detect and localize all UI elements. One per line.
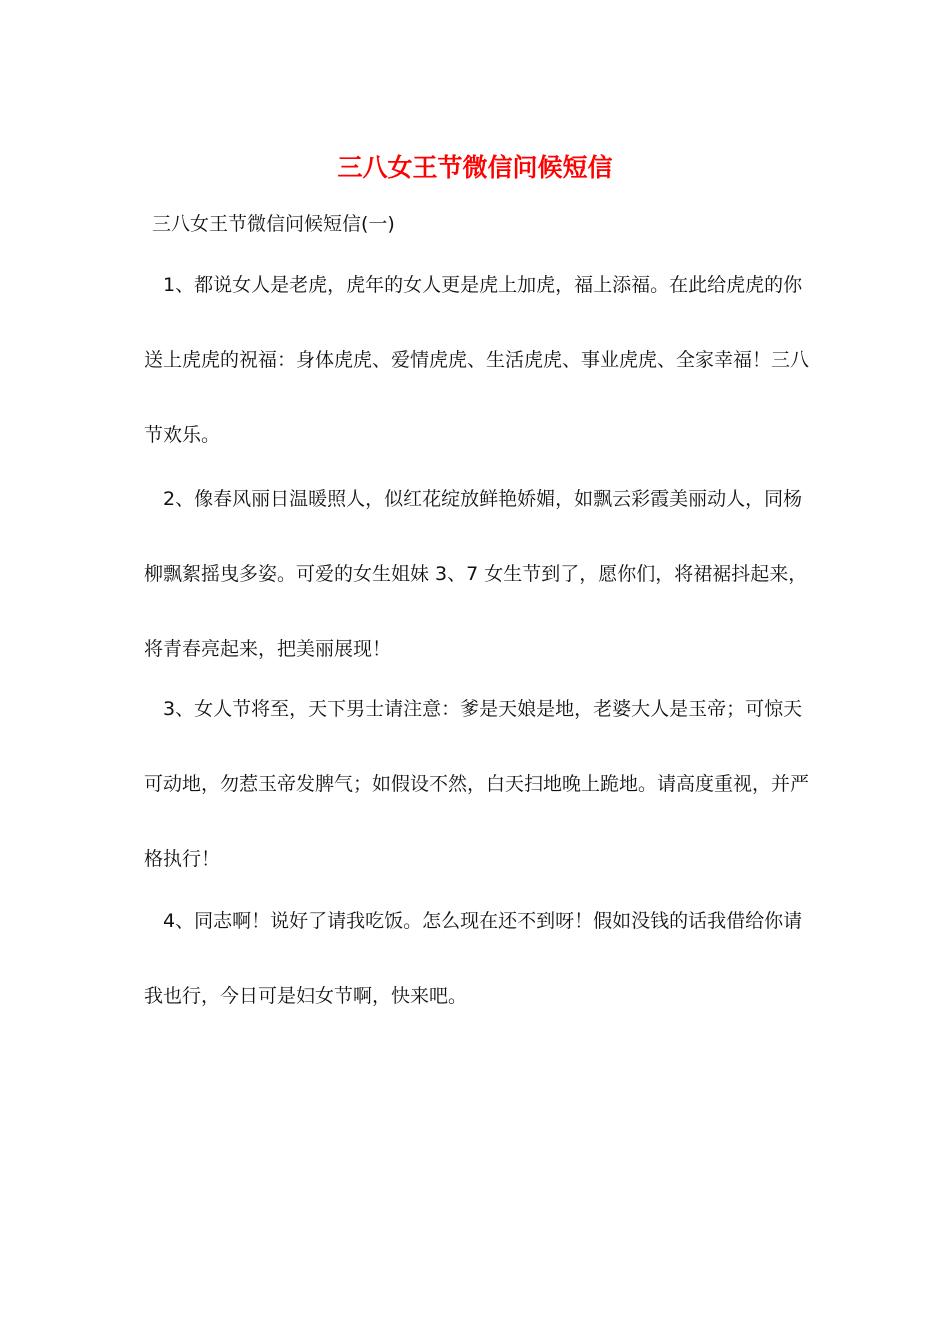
document-subtitle: 三八女王节微信问候短信(一): [152, 213, 395, 235]
document-title: 三八女王节微信问候短信: [337, 153, 613, 182]
paragraph-2: 2、像春风丽日温暖照人，似红花绽放鲜艳娇媚，如飘云彩霞美丽动人，同杨柳飘絮摇曳多姿。可爱的女生姐妹 3、7 女生节到了，愿你们，将裙裾抖起来，将青春亮起来，把美丽展现！: [144, 488, 808, 660]
paragraph-4: 4、同志啊！说好了请我吃饭。怎么现在还不到呀！假如没钱的话我借给你请我也行，今日可是妇女节啊，快来吧。: [144, 910, 803, 1007]
paragraph-3: 3、女人节将至，天下男士请注意：爹是天娘是地，老婆大人是玉帝；可惊天可动地，勿惹玉帝发脾气；如假设不然，白天扫地晚上跪地。请高度重视，并严格执行！: [144, 698, 810, 870]
paragraph-1: 1、都说女人是老虎，虎年的女人更是虎上加虎，福上添福。在此给虎虎的你送上虎虎的祝福：身体虎虎、爱情虎虎、生活虎虎、事业虎虎、全家幸福！三八节欢乐。: [144, 274, 810, 446]
